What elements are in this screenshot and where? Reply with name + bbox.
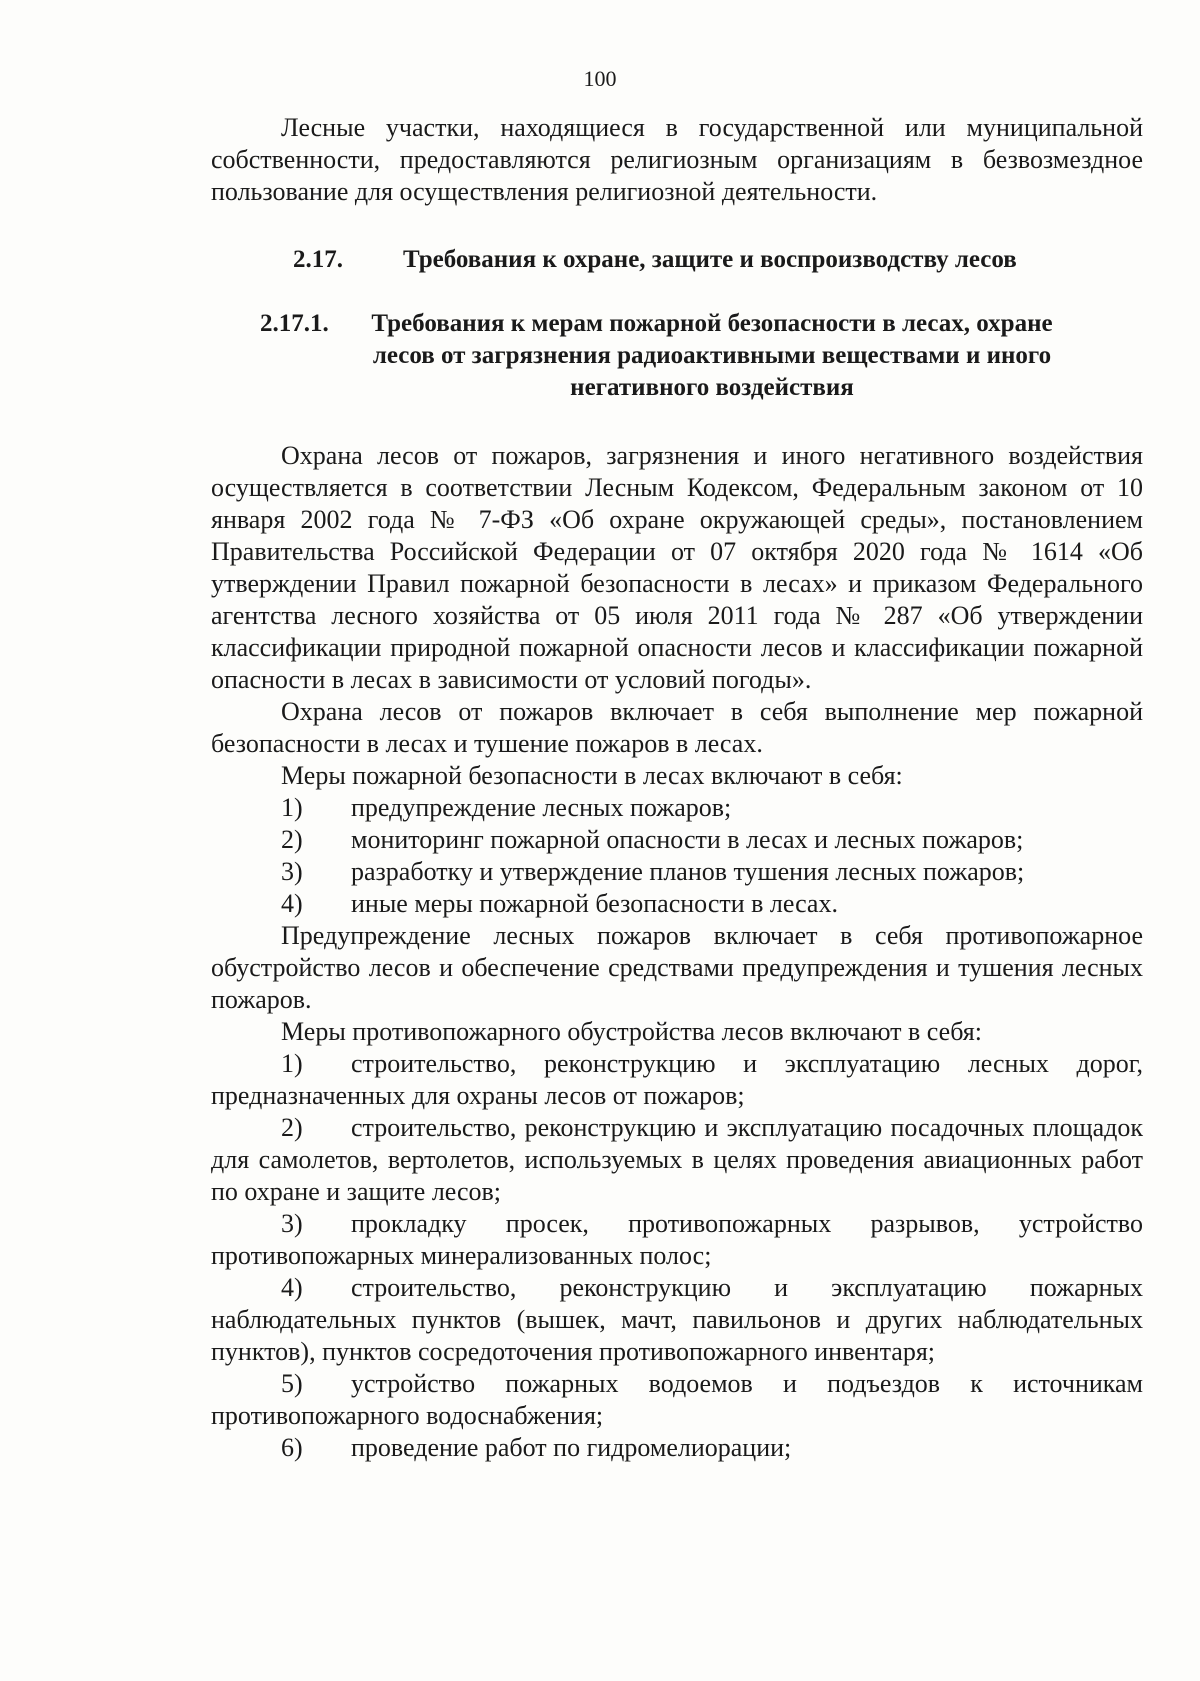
list-marker: 1) [281,1049,303,1078]
list-marker: 6) [281,1433,303,1462]
list-item-text: проведение работ по гидромелиорации; [351,1433,792,1462]
list-item [211,1272,1143,1368]
list-item [211,824,1143,856]
list-item-text: устройство пожарных водоемов и подъездов к источникам противопожарного водоснабжения; [211,1369,1143,1430]
list-marker: 3) [281,1209,303,1238]
list-item-text: строительство, реконструкцию и эксплуатацию лесных дорог, предназначенных для охраны лесов от пожаров; [211,1049,1143,1110]
subsection-title-line: лесов от загрязнения радиоактивными веществами и иного [372,342,1052,369]
list-item [211,1368,1143,1432]
list-marker: 5) [281,1369,303,1398]
fire-safety-measures-list [211,792,1143,920]
list-item [211,856,1143,888]
subsection-title-line: негативного воздействия [570,374,854,401]
list-marker: 2) [281,1113,303,1142]
list-item-text: строительство, реконструкцию и эксплуатацию посадочных площадок для самолетов, вертолетов, используемых в целях проведения авиационных работ по охране и защите лесов; [211,1113,1143,1206]
list-item [211,888,1143,920]
paragraph-fire-prevention: Предупреждение лесных пожаров включает в себя противопожарное обустройство лесов и обеспечение средствами предупреждения и тушения лесных пожаров. [211,921,1143,1014]
intro-paragraph: Лесные участки, находящиеся в государственной или муниципальной собственности, предоставляются религиозным организациям в безвозмездное пользование для осуществления религиозной деятельности. [211,113,1143,206]
subsection-heading-2-17-1 [260,308,1143,404]
list-item [211,1048,1143,1112]
list-item-text: прокладку просек, противопожарных разрывов, устройство противопожарных минерализованных полос; [211,1209,1143,1270]
list-marker: 2) [281,825,303,854]
list-item [211,1208,1143,1272]
list-item-text: мониторинг пожарной опасности в лесах и лесных пожаров; [351,825,1024,854]
list-item-text: строительство, реконструкцию и эксплуатацию пожарных наблюдательных пунктов (вышек, мачт, павильонов и других наблюдательных пунктов), пунктов сосредоточения противопожарного инвентаря; [211,1273,1143,1366]
paragraph-fire-protection-scope: Охрана лесов от пожаров включает в себя выполнение мер пожарной безопасности в лесах и тушение пожаров в лесах. [211,697,1143,758]
list-marker: 3) [281,857,303,886]
list-marker: 1) [281,793,303,822]
section-number: 2.17. [293,246,343,273]
list-item-text: разработку и утверждение планов тушения лесных пожаров; [351,857,1025,886]
subsection-number: 2.17.1. [260,310,329,337]
list-item-text: иные меры пожарной безопасности в лесах. [351,889,838,918]
list-marker: 4) [281,1273,303,1302]
section-heading-2-17 [293,244,1143,276]
page-content [211,112,1143,1464]
list-item [211,1432,1143,1464]
paragraph-fire-safety-measures-intro: Меры пожарной безопасности в лесах включают в себя: [281,761,903,790]
paragraph-arrangement-measures-intro: Меры противопожарного обустройства лесов включают в себя: [281,1017,982,1046]
subsection-title-line: Требования к мерам пожарной безопасности в лесах, охране [371,310,1053,337]
section-title: Требования к охране, защите и воспроизводству лесов [403,246,1017,273]
list-item-text: предупреждение лесных пожаров; [351,793,732,822]
arrangement-measures-list [211,1048,1143,1464]
paragraph-fire-protection-law: Охрана лесов от пожаров, загрязнения и иного негативного воздействия осуществляется в соответствии Лесным Кодексом, Федеральным законом от 10 января 2002 года № 7-ФЗ «Об охране окружающей среды», постановлением Правительства Российской Федерации от 07 октября 2020 года № 1614 «Об утверждении Правил пожарной безопасности в лесах» и приказом Федерального агентства лесного хозяйства от 05 июля 2011 года № 287 «Об утверждении классификации природной пожарной опасности лесов и классификации пожарной опасности в лесах в зависимости от условий погоды». [211,441,1143,694]
list-item [211,792,1143,824]
list-marker: 4) [281,889,303,918]
list-item [211,1112,1143,1208]
page-number: 100 [583,66,617,91]
subsection-title [332,308,1092,404]
